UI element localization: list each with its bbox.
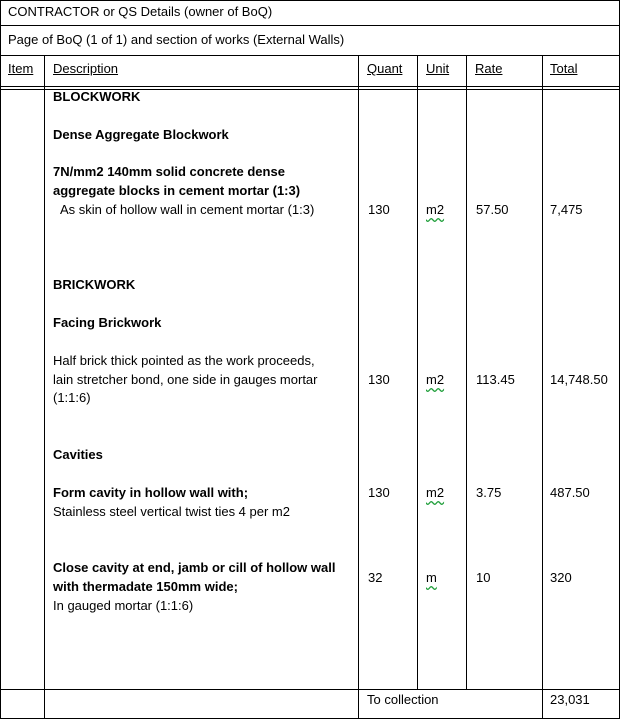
table-border-top bbox=[0, 0, 620, 1]
to-collection-label: To collection bbox=[367, 692, 439, 707]
contractor-details: CONTRACTOR or QS Details (owner of BoQ) bbox=[8, 4, 273, 19]
quantity-value: 32 bbox=[368, 570, 383, 585]
col-divider-item bbox=[44, 55, 45, 719]
rate-value: 113.45 bbox=[476, 372, 515, 387]
unit-value: m2 bbox=[426, 202, 445, 217]
column-header-rate: Rate bbox=[475, 61, 503, 76]
item-description-bold: 7N/mm2 140mm solid concrete dense bbox=[53, 164, 285, 179]
subheading-dense-aggregate-blockwork: Dense Aggregate Blockwork bbox=[53, 127, 229, 142]
total-value: 320 bbox=[550, 570, 572, 585]
item-description: Half brick thick pointed as the work proceeds, bbox=[53, 353, 315, 368]
unit-value: m2 bbox=[426, 485, 445, 500]
item-description-bold: aggregate blocks in cement mortar (1:3) bbox=[53, 183, 301, 198]
unit-value: m2 bbox=[426, 372, 445, 387]
header-divider bbox=[0, 86, 620, 87]
section-heading-brickwork: BRICKWORK bbox=[53, 277, 136, 292]
unit-value: m bbox=[426, 570, 437, 585]
rate-value: 57.50 bbox=[476, 202, 509, 217]
row-divider bbox=[0, 55, 620, 56]
total-value: 7,475 bbox=[550, 202, 583, 217]
subheading-facing-brickwork: Facing Brickwork bbox=[53, 315, 162, 330]
col-divider-rate bbox=[542, 55, 543, 719]
item-description-bold: with thermadate 150mm wide; bbox=[53, 579, 238, 594]
col-divider-unit bbox=[466, 55, 467, 690]
rate-value: 10 bbox=[476, 570, 491, 585]
quantity-value: 130 bbox=[368, 372, 390, 387]
col-divider-description bbox=[358, 55, 359, 719]
quantity-value: 130 bbox=[368, 202, 390, 217]
column-header-quant: Quant bbox=[367, 61, 403, 76]
column-header-item: Item bbox=[8, 61, 34, 76]
column-header-total: Total bbox=[550, 61, 578, 76]
footer-divider bbox=[0, 689, 620, 690]
item-description: In gauged mortar (1:1:6) bbox=[53, 598, 194, 613]
column-header-unit: Unit bbox=[426, 61, 450, 76]
item-description: As skin of hollow wall in cement mortar (1:3) bbox=[60, 202, 315, 217]
item-description: (1:1:6) bbox=[53, 390, 91, 405]
item-description-bold: Close cavity at end, jamb or cill of hollow wall bbox=[53, 560, 336, 575]
column-header-description: Description bbox=[53, 61, 119, 76]
item-description: Stainless steel vertical twist ties 4 per m2 bbox=[53, 504, 290, 519]
item-description: lain stretcher bond, one side in gauges mortar bbox=[53, 372, 318, 387]
collection-total: 23,031 bbox=[550, 692, 590, 707]
table-border-left bbox=[0, 0, 1, 719]
total-value: 487.50 bbox=[550, 485, 590, 500]
quantity-value: 130 bbox=[368, 485, 390, 500]
subheading-cavities: Cavities bbox=[53, 447, 103, 462]
total-value: 14,748.50 bbox=[550, 372, 608, 387]
section-heading-blockwork: BLOCKWORK bbox=[53, 89, 141, 104]
rate-value: 3.75 bbox=[476, 485, 502, 500]
page-section-details: Page of BoQ (1 of 1) and section of works (External Walls) bbox=[8, 32, 345, 47]
table-border-right bbox=[619, 0, 620, 719]
row-divider bbox=[0, 25, 620, 26]
col-divider-quant bbox=[417, 55, 418, 690]
item-description-bold: Form cavity in hollow wall with; bbox=[53, 485, 249, 500]
